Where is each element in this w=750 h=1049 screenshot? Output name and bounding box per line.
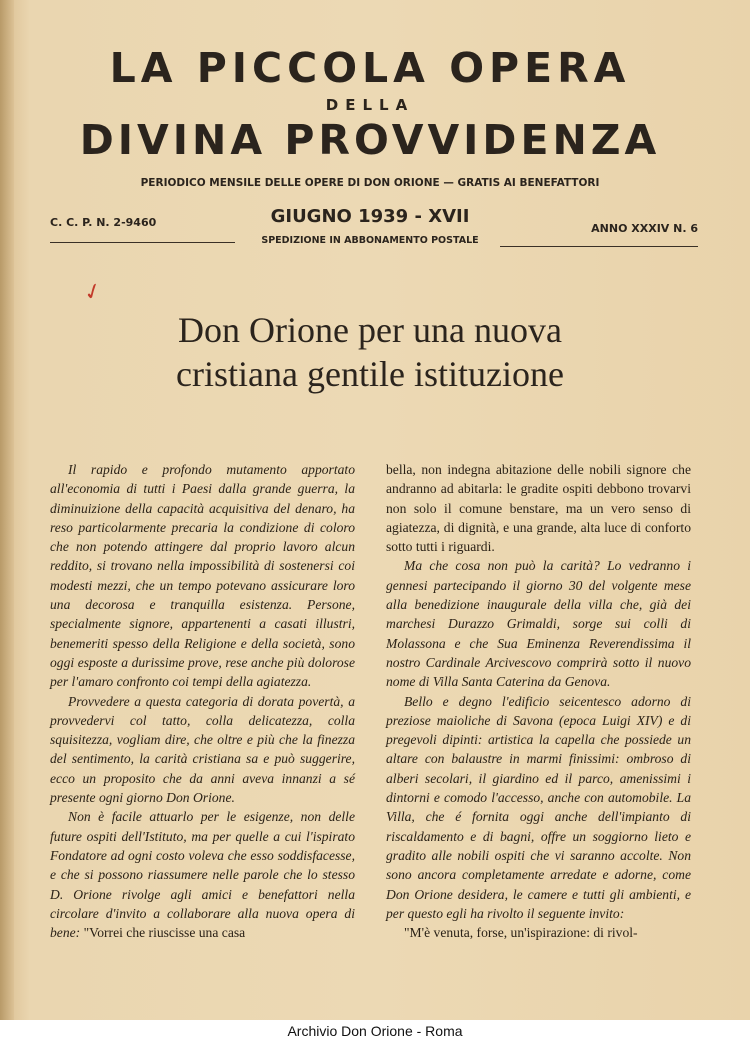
issue-date: GIUGNO 1939 - XVII (270, 206, 470, 227)
right-paragraph-4: "M'è venuta, forse, un'ispirazione: di rivol- (404, 925, 638, 941)
archive-footer: Archivio Don Orione - Roma (287, 1023, 463, 1039)
red-pencil-mark-icon: ✓ (80, 277, 107, 308)
article-title-line1: Don Orione per una nuova (178, 310, 562, 350)
binding-gutter (0, 0, 14, 1020)
masthead-title-line2: DELLA (325, 96, 415, 114)
left-paragraph-3-quote: "Vorrei che riuscisse una casa (83, 925, 246, 941)
right-paragraph-3-text: Bello e degno l'edificio seicentesco adorno di preziose maioliche di Savona (epoca Luigi XIV) e di pregevoli dipinti: artistica la capella che possiede un altare con balaustre in marmi finissimi: ombroso di alberi secolari, il giardino ed il parco, amenissimi i dintorni e comodo l'accesso, anche con automobile. La Villa, che é fornita oggi anche dell'impianto di riscaldamento e di bagni, offre un soggiorno lieto e gradito alle nobili ospiti che vi saranno accolte. (386, 693, 691, 863)
article-column-right (386, 460, 691, 942)
article-title (50, 308, 690, 396)
masthead-title-line3: DIVINA PROVVIDENZA (79, 116, 661, 164)
left-paragraph-3 (50, 807, 355, 942)
article-column-left (50, 460, 355, 942)
left-paragraph-3-text: Non è facile attuarlo per le esigenze, non delle future ospiti dell'Istituto, ma per quelle a cui l'ispirato Fondatore ad ogni costo voleva che esso soddisfacesse, e che si possono riassumere nelle parole che lo stesso D. Orione rivolge agli amici e benefattori nella circolare d'invito a collaborare alla nuova opera di bene: (50, 809, 355, 941)
divider-right (500, 246, 698, 247)
left-paragraph-1: Il rapido e profondo mutamento apportato all'economia di tutti i Paesi dalla grande guerra, la diminuizione della capacità acquisitiva del denaro, ha reso particolarmente precaria la condizione di coloro che non potendo attingere dal proprio lavoro alcun reddito, si trovano nella impossibilità di sostenersi coi modesti mezzi, che un tempo potevano assicurare loro una decorosa e tranquilla esistenza. Persone, specialmente signore, appartenenti a casati illustri, benemeriti spesso della Religione e della società, sono oggi esposte a durissime prove, rese anche più dolorose per l'amaro confronto coi tempi della agiatezza. (50, 462, 355, 690)
postal-account-number: C. C. P. N. 2-9460 (50, 216, 157, 229)
article-title-line2: cristiana gentile istituzione (176, 354, 564, 394)
volume-number: ANNO XXXIV N. 6 (591, 222, 698, 235)
masthead-title-line1: LA PICCOLA OPERA (109, 44, 631, 92)
shipping-note: SPEDIZIONE IN ABBONAMENTO POSTALE (261, 235, 479, 246)
divider-left (50, 242, 235, 243)
left-paragraph-2: Provvedere a questa categoria di dorata povertà, a provvedervi col tatto, colla delicatezza, colla squisitezza, vogliam dire, che oltre e più che la finezza del sentimento, la carità cristiana sa e può suggerire, ecco un proposito che da anni aveva innanzi a sé presente ogni giorno Don Orione. (50, 693, 355, 806)
right-paragraph-2: Ma che cosa non può la carità? Lo vedranno i gennesi partecipando il giorno 30 del volgente mese alla benedizione inaugurale della villa che, già dei marchesi Durazzo Grimaldi, sorge sui colli di Molassona e che Sua Eminenza Reverendissima il nostro Cardinale Arcivescovo comprirà sotto il nuovo nome di Villa Santa Caterina da Genova. (386, 558, 691, 690)
right-paragraph-3 (386, 692, 691, 924)
right-paragraph-3-cont: Non sono ancora completamente arredate e adorne, come Don Orione desidera, le camere e tutti gli ambienti, e per questo egli ha rivolto il seguente invito: (386, 847, 691, 921)
masthead-subtitle: PERIODICO MENSILE DELLE OPERE DI DON ORIONE — GRATIS AI BENEFATTORI (140, 177, 600, 189)
right-paragraph-1: bella, non indegna abitazione delle nobili signore che andranno ad abitarla: le gradite ospiti debbono trovarvi non solo il comune benstare, ma un vero senso di agiatezza, di dignità, e una grande, alta luce di conforto sotto tutti i riguardi. (386, 462, 691, 555)
